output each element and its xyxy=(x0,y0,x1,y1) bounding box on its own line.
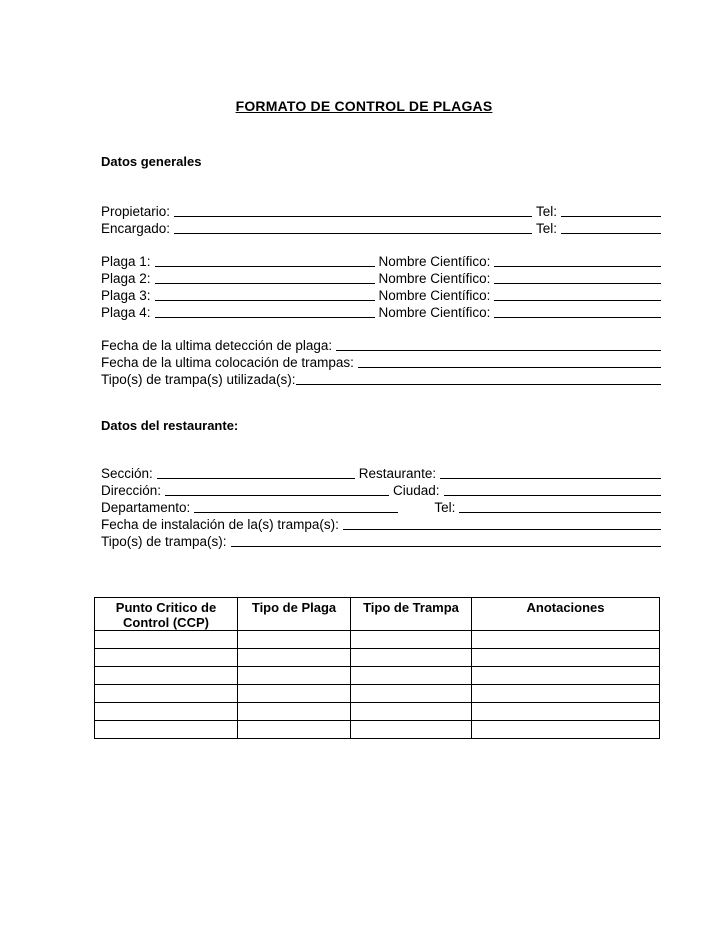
fecha-instalacion-row xyxy=(101,515,661,532)
encargado-tel-label: Tel: xyxy=(535,221,557,236)
fecha-colocacion-label: Fecha de la ultima colocación de trampas: xyxy=(101,355,354,370)
header-ccp: Punto Critico de Control (CCP) xyxy=(95,598,238,631)
plaga4-scientific-field[interactable] xyxy=(494,304,661,318)
departamento-label: Departamento: xyxy=(101,500,191,515)
departamento-row xyxy=(101,498,661,515)
section-general-heading: Datos generales xyxy=(101,154,202,169)
table-cell[interactable] xyxy=(351,631,472,649)
table-cell[interactable] xyxy=(472,685,660,703)
table-cell[interactable] xyxy=(472,631,660,649)
departamento-tel-label: Tel: xyxy=(434,500,456,515)
seccion-field[interactable] xyxy=(157,465,355,479)
plaga1-row xyxy=(101,252,661,269)
seccion-label: Sección: xyxy=(101,466,153,481)
fecha-colocacion-row xyxy=(101,353,661,370)
section-restaurant-heading: Datos del restaurante: xyxy=(101,418,239,433)
table-cell[interactable] xyxy=(95,649,238,667)
table-cell[interactable] xyxy=(351,721,472,739)
seccion-row xyxy=(101,464,661,481)
plaga1-scientific-label: Nombre Científico: xyxy=(378,254,491,269)
table-cell[interactable] xyxy=(351,703,472,721)
table-cell[interactable] xyxy=(351,685,472,703)
plaga4-row xyxy=(101,303,661,320)
table-row xyxy=(95,649,660,667)
tipo-trampa-label: Tipo(s) de trampa(s): xyxy=(101,534,227,549)
direccion-row xyxy=(101,481,661,498)
fecha-instalacion-field[interactable] xyxy=(343,516,661,530)
plaga2-scientific-field[interactable] xyxy=(494,270,661,284)
table-row xyxy=(95,631,660,649)
table-row xyxy=(95,703,660,721)
table-cell[interactable] xyxy=(238,721,351,739)
departamento-tel-field[interactable] xyxy=(459,499,661,513)
fecha-deteccion-label: Fecha de la ultima detección de plaga: xyxy=(101,338,333,353)
plaga1-field[interactable] xyxy=(155,253,375,267)
fecha-deteccion-row xyxy=(101,336,661,353)
restaurante-label: Restaurante: xyxy=(358,466,437,481)
direccion-label: Dirección: xyxy=(101,483,162,498)
plaga2-field[interactable] xyxy=(155,270,375,284)
tipo-trampa-row xyxy=(101,532,661,549)
plaga3-field[interactable] xyxy=(155,287,375,301)
plaga3-scientific-field[interactable] xyxy=(494,287,661,301)
table-cell[interactable] xyxy=(95,667,238,685)
ciudad-label: Ciudad: xyxy=(393,483,440,498)
table-row xyxy=(95,685,660,703)
table-row xyxy=(95,721,660,739)
table-cell[interactable] xyxy=(238,703,351,721)
table-cell[interactable] xyxy=(238,685,351,703)
table-cell[interactable] xyxy=(238,631,351,649)
table-cell[interactable] xyxy=(472,721,660,739)
table-cell[interactable] xyxy=(238,649,351,667)
plaga4-label: Plaga 4: xyxy=(101,305,151,320)
header-tipo-plaga: Tipo de Plaga xyxy=(238,598,351,631)
table-cell[interactable] xyxy=(238,667,351,685)
table-cell[interactable] xyxy=(95,703,238,721)
encargado-row xyxy=(101,219,661,236)
plaga3-row xyxy=(101,286,661,303)
propietario-tel-field[interactable] xyxy=(561,203,661,217)
table-cell[interactable] xyxy=(472,703,660,721)
ciudad-field[interactable] xyxy=(444,482,661,496)
fecha-deteccion-field[interactable] xyxy=(336,337,661,351)
plaga4-field[interactable] xyxy=(155,304,375,318)
document-title: FORMATO DE CONTROL DE PLAGAS xyxy=(235,98,493,114)
departamento-field[interactable] xyxy=(194,499,398,513)
table-cell[interactable] xyxy=(95,685,238,703)
plaga3-label: Plaga 3: xyxy=(101,288,151,303)
encargado-label: Encargado: xyxy=(101,221,171,236)
fecha-instalacion-label: Fecha de instalación de la(s) trampa(s): xyxy=(101,517,339,532)
encargado-field[interactable] xyxy=(174,220,532,234)
propietario-row xyxy=(101,202,661,219)
plaga2-scientific-label: Nombre Científico: xyxy=(378,271,491,286)
table-header-row xyxy=(95,598,660,631)
plaga2-row xyxy=(101,269,661,286)
tipo-trampa-utilizada-field[interactable] xyxy=(296,371,661,385)
tipo-trampa-utilizada-label: Tipo(s) de trampa(s) utilizada(s): xyxy=(101,372,296,387)
plaga3-scientific-label: Nombre Científico: xyxy=(378,288,491,303)
table-cell[interactable] xyxy=(351,649,472,667)
table-cell[interactable] xyxy=(95,721,238,739)
propietario-tel-label: Tel: xyxy=(535,204,557,219)
table-row xyxy=(95,667,660,685)
propietario-field[interactable] xyxy=(174,203,532,217)
tipo-trampa-utilizada-row xyxy=(101,370,661,387)
plaga2-label: Plaga 2: xyxy=(101,271,151,286)
direccion-field[interactable] xyxy=(165,482,389,496)
encargado-tel-field[interactable] xyxy=(561,220,661,234)
fecha-colocacion-field[interactable] xyxy=(358,354,661,368)
table-cell[interactable] xyxy=(472,649,660,667)
table-cell[interactable] xyxy=(95,631,238,649)
ccp-table xyxy=(94,597,660,739)
plaga1-label: Plaga 1: xyxy=(101,254,151,269)
header-tipo-trampa: Tipo de Trampa xyxy=(351,598,472,631)
tipo-trampa-field[interactable] xyxy=(231,533,661,547)
table-cell[interactable] xyxy=(472,667,660,685)
restaurante-field[interactable] xyxy=(440,465,661,479)
plaga4-scientific-label: Nombre Científico: xyxy=(378,305,491,320)
plaga1-scientific-field[interactable] xyxy=(494,253,661,267)
header-anotaciones: Anotaciones xyxy=(472,598,660,631)
table-cell[interactable] xyxy=(351,667,472,685)
propietario-label: Propietario: xyxy=(101,204,171,219)
